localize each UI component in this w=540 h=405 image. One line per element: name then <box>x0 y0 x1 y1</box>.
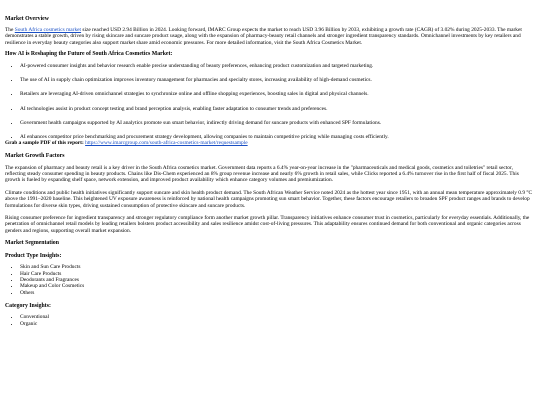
overview-text-start: The <box>5 27 15 33</box>
list-item: • Hair Care Products <box>20 271 533 277</box>
growth-factors-heading: Market Growth Factors <box>5 152 65 159</box>
ai-bullet-list <box>5 63 533 140</box>
market-link[interactable]: South Africa cosmetics market <box>14 27 82 33</box>
growth-paragraph: Climate conditions and public health initiatives significantly support suncare and skin health product demand. The South African Weather Service noted 2024 as the hottest year since 1951, with an annual mean temperature approximately 0.9 °C above the 1991–2020 baseline. This heightened UV exposure awareness is reinforced by national health campaigns promoting sun smart behavior. Together, these factors encourage retailers to broaden SPF product ranges and brands to develop formulations for diverse skin types, driving sustained consumption of protective skincare and suncare products. <box>5 189 533 209</box>
list-item: • Makeup and Color Cosmetics <box>20 283 533 289</box>
product-type-heading: Product Type Insights: <box>5 253 62 260</box>
sample-label: Grab a sample PDF of this report: <box>5 140 86 147</box>
product-type-list <box>5 264 533 296</box>
list-item: • Organic <box>20 321 533 327</box>
growth-paragraph: Rising consumer preference for ingredient transparency and stronger regulatory compliance form another market growth pillar. Transparency initiatives enhance consumer trust in cosmetics, particularly for everyday essentials. Additionally, the penetration of omnichannel retail models by leading retailers bolsters product accessibility and sales resilience amidst cost-of-living pressures. This adaptability ensures continued demand for both conventional and organic categories across genders and regions, supporting overall market expansion. <box>5 214 530 234</box>
overview-paragraph <box>5 27 533 46</box>
list-item: • AI-powered consumer insights and behavior research enable precise understanding of beauty preferences, enhancing product customization and targeted marketing. <box>20 63 533 69</box>
list-item: • Deodorants and Fragrances <box>20 277 533 283</box>
list-item: • Conventional <box>20 314 533 320</box>
list-item: • AI technologies assist in product concept testing and brand perception analysis, enabling faster adaptation to consumer trends and preferences. <box>20 106 533 112</box>
category-list <box>5 314 533 327</box>
list-item: • AI enhances competitor price benchmarking and procurement strategy development, allowing companies to maintain competitive pricing while managing costs efficiently. <box>20 134 533 140</box>
market-overview-heading: Market Overview <box>5 16 49 22</box>
growth-paragraph: The expansion of pharmacy and beauty retail is a key driver in the South Africa cosmetics market. Government data reports a 6.4% year-on-year increase in the "pharmaceuticals and medical goods, cosmetics and toiletries" retail sector, reflecting steady consumer spending in beauty products. Chains like Dis-Chem experienced an 8% group revenue increase and nearly 6% growth in retail sales, while Clicks reported a 6.4% turnover rise in the first half of fiscal 2025. This growth is fueled by expanding shelf space, network extension, and improved product availability which enhance category volumes and premiumization. <box>5 164 519 184</box>
list-item: • Retailers are leveraging AI-driven omnichannel strategies to synchronize online and offline shopping experiences, boosting sales in digital and physical channels. <box>20 91 533 97</box>
sample-request-link[interactable]: https://www.imarcgroup.com/south-africa-cosmetics-market/requestsample <box>85 140 248 147</box>
overview-text-end: size reached USD 2.94 Billion in 2024. Looking forward, IMARC Group expects the market to reach USD 3.96 Billion by 2033, exhibiting a growth rate (CAGR) of 3.02% during 2025-2033. The market demonstrates a stable growth, driven by rising skincare and suncare product usage, along with the expansion of pharmacy-beauty retail channels and stronger ingredient transparency standards. Omnichannel investments by key retailers and resilience in everyday beauty categories also support market share amid economic pressures. For more detailed information, visit the South Africa Cosmetics Market. <box>5 27 522 46</box>
list-item: • The use of AI in supply chain optimization improves inventory management for pharmacies and specialty stores, increasing availability of high-demand cosmetics. <box>20 77 533 83</box>
list-item: • Skin and Sun Care Products <box>20 264 533 270</box>
list-item: • Government health campaigns supported by AI analytics promote sun smart behavior, indirectly driving demand for suncare products with enhanced SPF formulations. <box>20 120 533 126</box>
list-item: • Others <box>20 290 533 296</box>
sample-request-line <box>5 140 533 146</box>
segmentation-heading: Market Segmentation <box>5 240 59 247</box>
category-heading: Category Insights: <box>5 303 51 310</box>
ai-section-heading: How AI is Reshaping the Future of South Africa Cosmetics Market: <box>5 51 173 58</box>
